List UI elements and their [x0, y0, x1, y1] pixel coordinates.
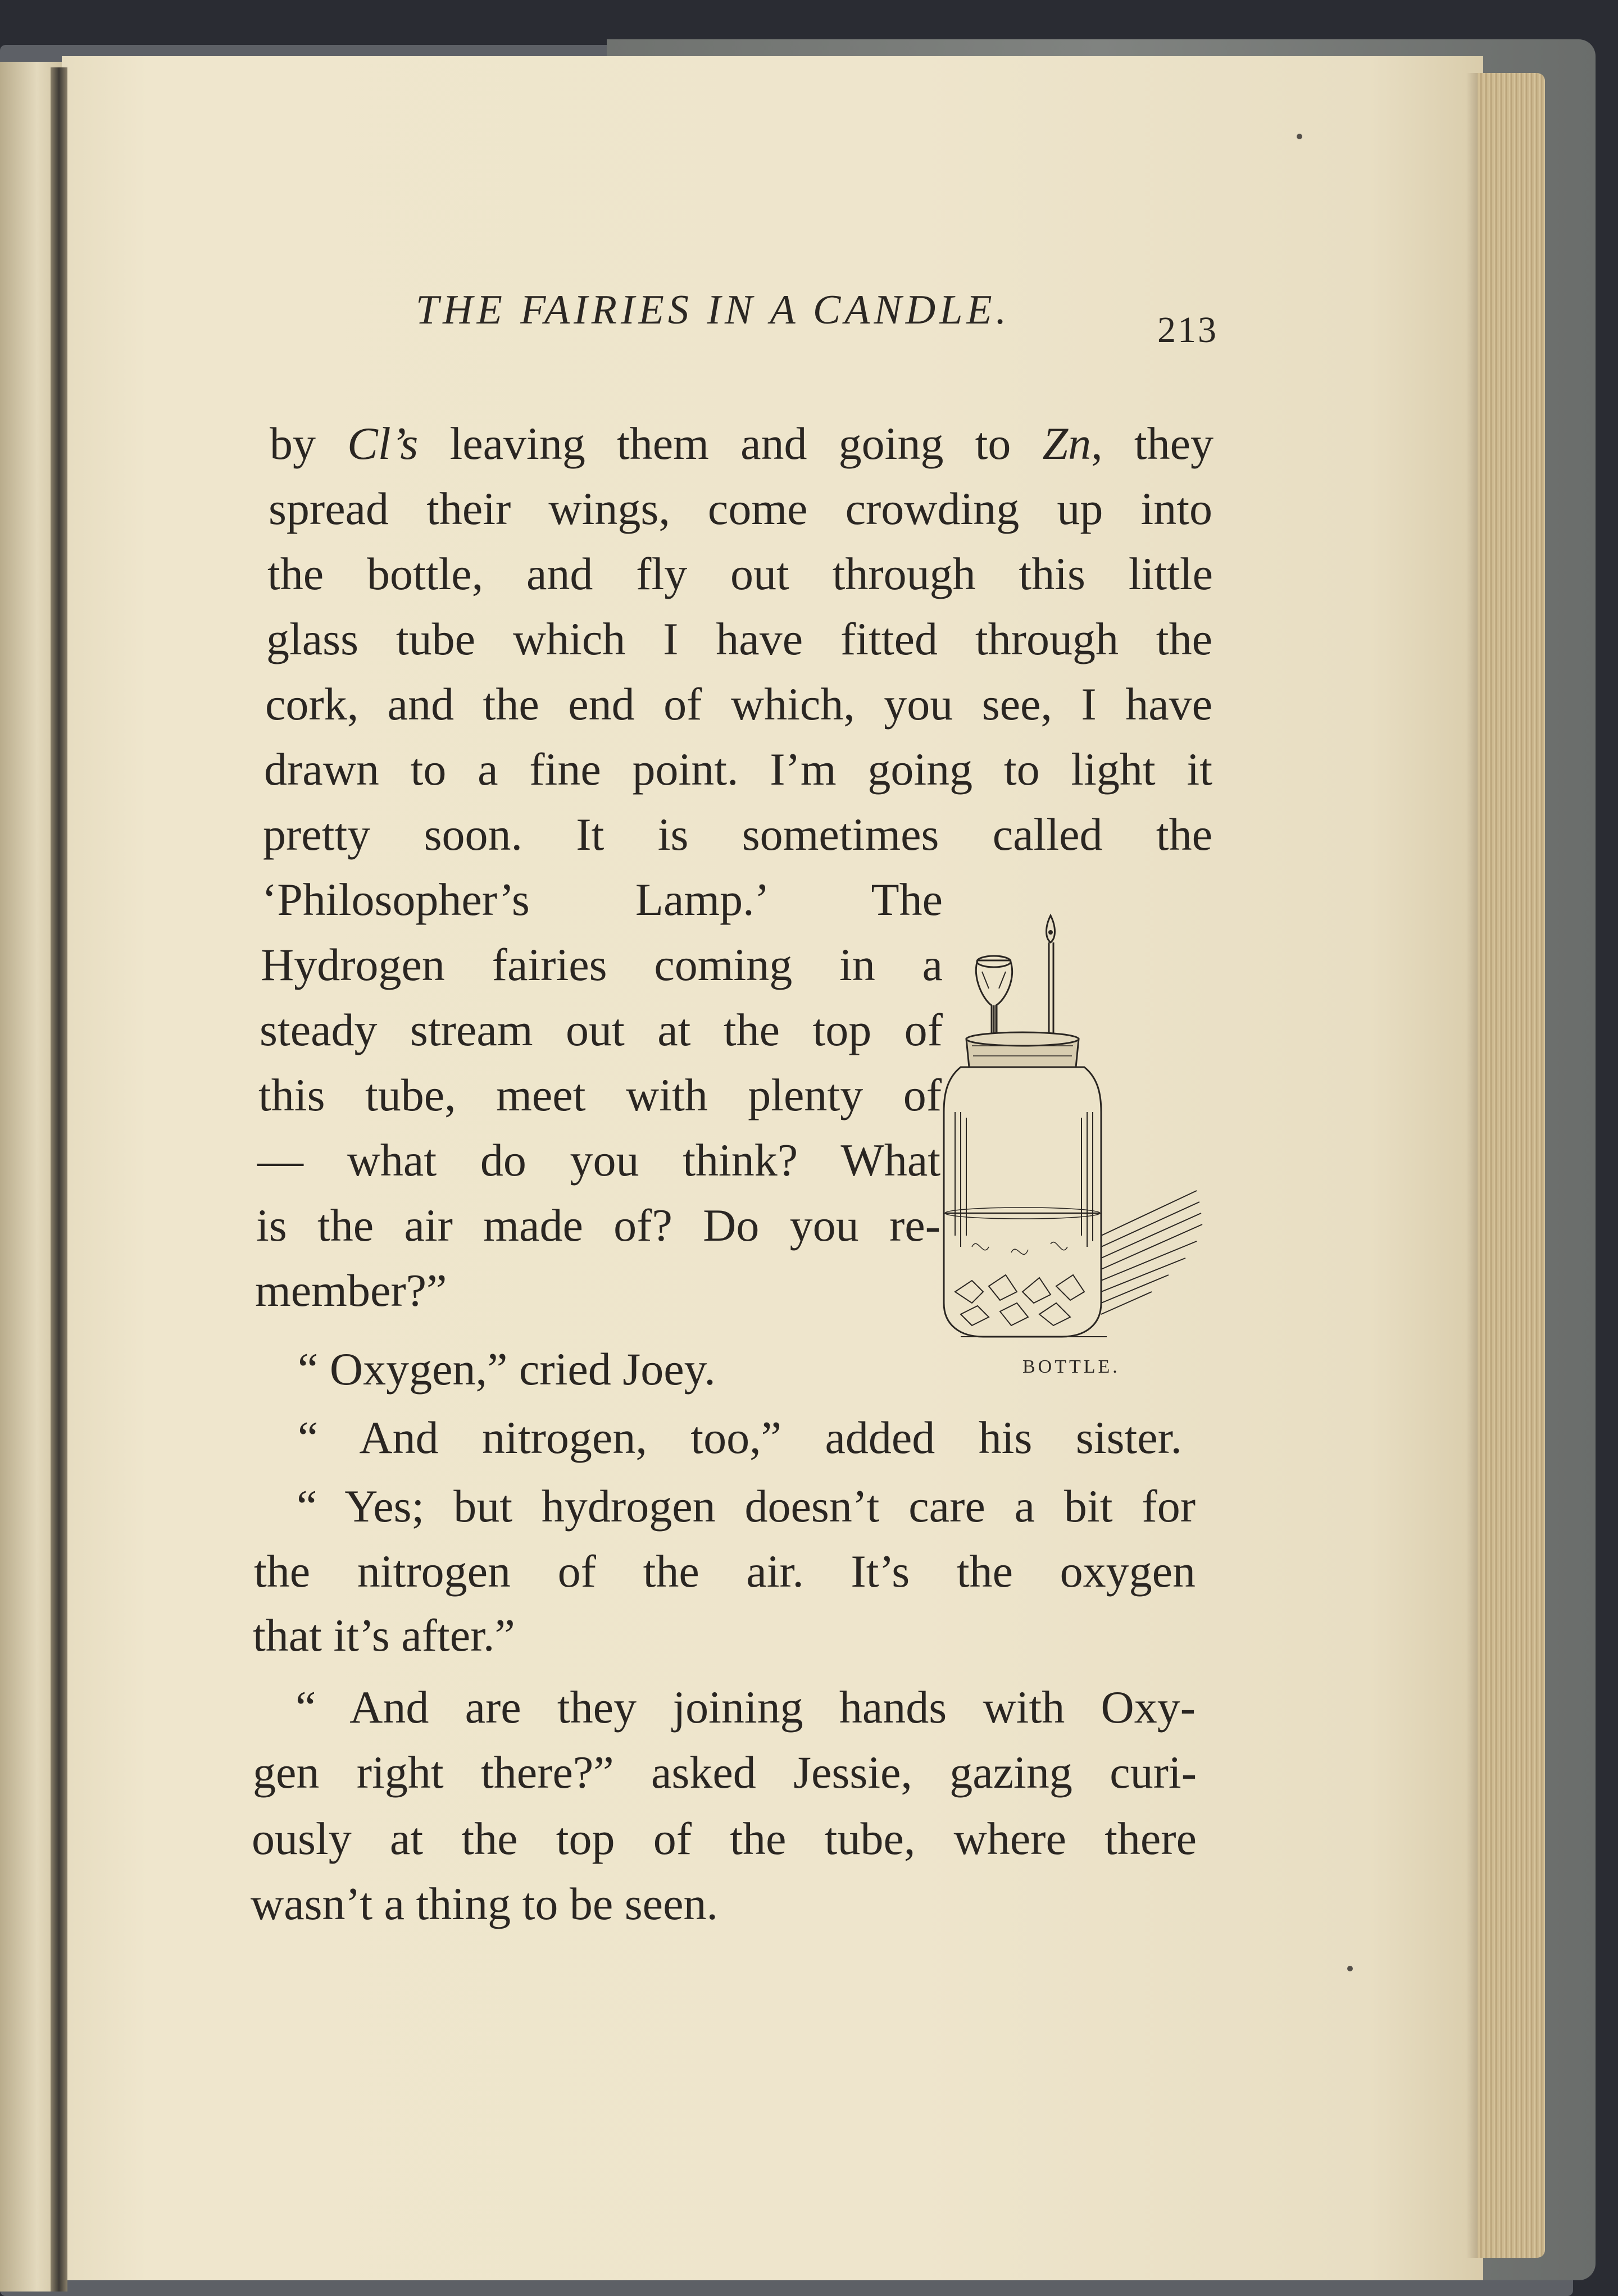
text-line: gen right there?” asked Jessie, gazing curi-: [253, 1747, 1197, 1798]
text-line: pretty soon. It is sometimes called the: [263, 809, 1212, 860]
page-fore-edge: [1478, 73, 1545, 2258]
text-line: cork, and the end of which, you see, I have: [265, 678, 1212, 730]
text-line: spread their wings, come crowding up into: [269, 483, 1212, 534]
paper-speck: [1297, 134, 1302, 139]
text-line: “ And nitrogen, too,” added his sister.: [298, 1412, 1182, 1463]
running-head: THE FAIRIES IN A CANDLE.: [416, 287, 1011, 333]
text-line: is the air made of? Do you re-: [256, 1200, 940, 1251]
text-line: glass tube which I have fitted through the: [266, 613, 1212, 664]
text-line: — what do you think? What: [257, 1135, 940, 1186]
paper-speck: [1347, 1966, 1353, 1971]
text-line: ‘Philosopher’s Lamp.’ The: [262, 874, 943, 925]
text-line: this tube, meet with plenty of: [258, 1069, 942, 1120]
text-line: “ And are they joining hands with Oxy-: [296, 1682, 1196, 1733]
text-line: drawn to a fine point. I’m going to light it: [264, 744, 1212, 795]
text-line: “ Oxygen,” cried Joey.: [298, 1343, 716, 1395]
text-line: steady stream out at the top of: [260, 1004, 943, 1055]
text-line: the nitrogen of the air. It’s the oxygen: [254, 1546, 1196, 1597]
text-line: wasn’t a thing to be seen.: [251, 1878, 718, 1929]
text-line: by Cl’s leaving them and going to Zn, they: [270, 418, 1214, 469]
text-line: that it’s after.”: [253, 1610, 515, 1661]
page-gutter: [51, 67, 67, 2292]
text-line: member?”: [255, 1265, 447, 1316]
text-line: “ Yes; but hydrogen doesn’t care a bit for: [297, 1480, 1196, 1532]
text-line: ously at the top of the tube, where there: [252, 1813, 1197, 1864]
text-line: Hydrogen fairies coming in a: [261, 939, 943, 990]
figure-caption: BOTTLE.: [1022, 1356, 1120, 1377]
bottle-illustration: [938, 899, 1208, 1348]
page-number: 213: [1157, 309, 1218, 350]
text-line: the bottle, and fly out through this little: [267, 548, 1213, 599]
